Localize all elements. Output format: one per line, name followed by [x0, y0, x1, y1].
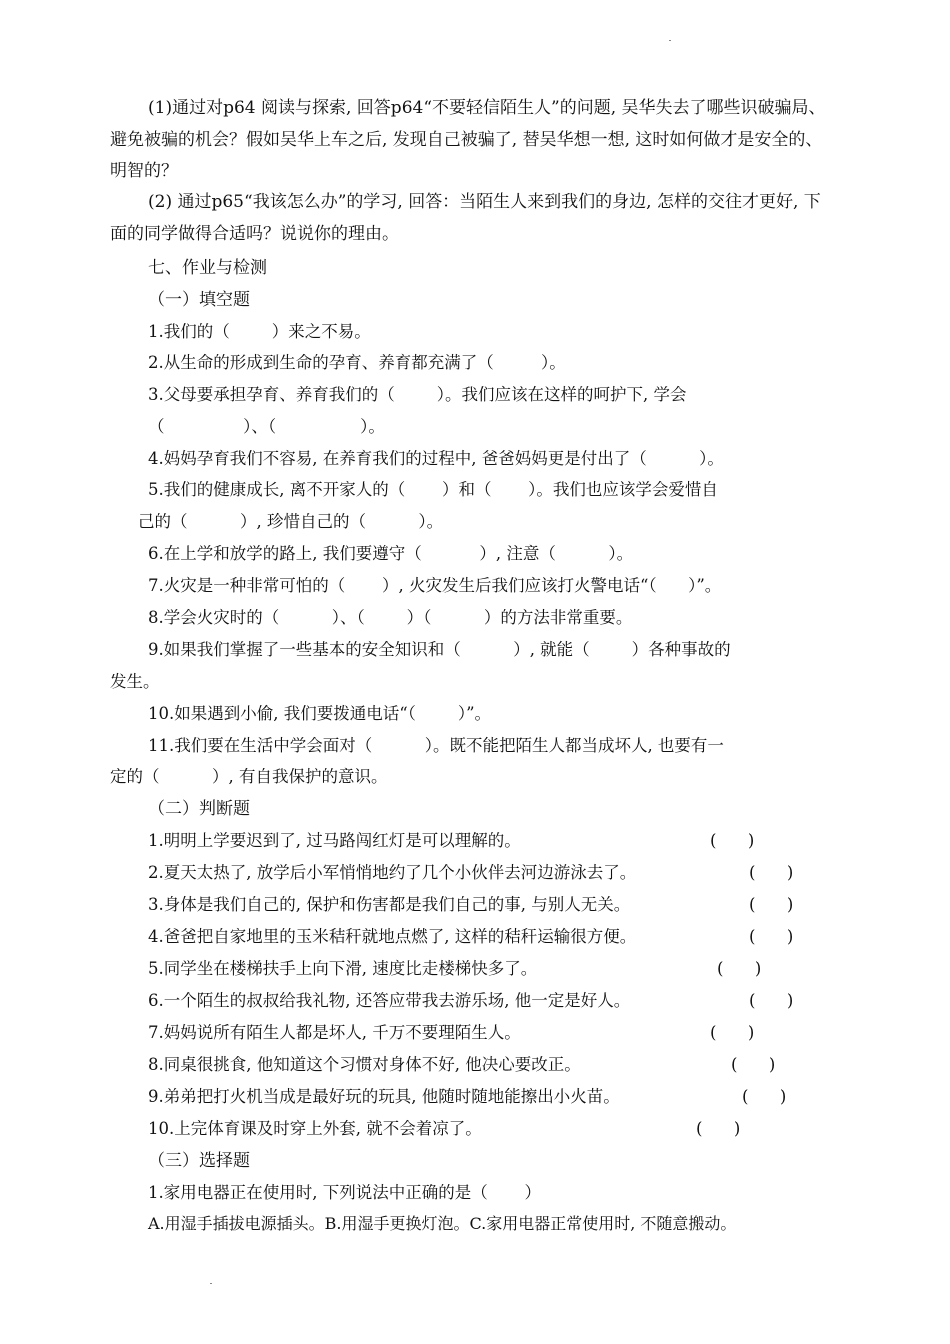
fill-blank-item-continued: 定的（ ）, 有自我保护的意识。	[110, 767, 388, 786]
answer-parentheses: ( )	[749, 863, 794, 882]
judgment-item: 6.一个陌生的叔叔给我礼物, 还答应带我去游乐场, 他一定是好人。	[148, 991, 631, 1010]
judgment-item: 7.妈妈说所有陌生人都是坏人, 千万不要理陌生人。	[148, 1023, 521, 1042]
fill-blank-item: 11.我们要在生活中学会面对（ ）。既不能把陌生人都当成坏人, 也要有一	[148, 736, 724, 755]
fill-blank-item: 9.如果我们掌握了一些基本的安全知识和（ ）, 就能（ ）各种事故的	[148, 640, 731, 659]
judgment-item: 3.身体是我们自己的, 保护和伤害都是我们自己的事, 与别人无关。	[148, 895, 631, 914]
answer-parentheses: ( )	[696, 1119, 741, 1138]
answer-parentheses: ( )	[749, 927, 794, 946]
answer-parentheses: ( )	[710, 831, 755, 850]
judgment-item: 4.爸爸把自家地里的玉米秸秆就地点燃了, 这样的秸秆运输很方便。	[148, 927, 637, 946]
fill-blank-item-continued: （ ）、（ ）。	[148, 417, 385, 436]
answer-parentheses: ( )	[749, 991, 794, 1010]
answer-parentheses: ( )	[742, 1087, 787, 1106]
answer-parentheses: ( )	[749, 895, 794, 914]
answer-parentheses: ( )	[717, 959, 762, 978]
judgment-item: 5.同学坐在楼梯扶手上向下滑, 速度比走楼梯快多了。	[148, 959, 538, 978]
discussion-question-2: (2) 通过p65“我该怎么办”的学习, 回答：当陌生人来到我们的身边, 怎样的交往才更好, 下面的同学做得合适吗？说说你的理由。	[110, 192, 821, 244]
section-title: 七、作业与检测	[148, 258, 267, 278]
fill-blank-item-continued: 己的（ ）, 珍惜自己的（ ）。	[138, 512, 444, 531]
fill-blank-item: 1.我们的（ ）来之不易。	[148, 322, 371, 341]
choice-options: A.用湿手插拔电源插头。B.用湿手更换灯泡。C.家用电器正常使用时, 不随意搬动。	[148, 1214, 737, 1233]
fill-blank-item-continued: 发生。	[110, 672, 160, 691]
judgment-heading: （二）判断题	[148, 799, 250, 819]
judgment-item: 2.夏天太热了, 放学后小军悄悄地约了几个小伙伴去河边游泳去了。	[148, 863, 637, 882]
choice-heading: （三）选择题	[148, 1151, 250, 1171]
fill-blank-item: 8.学会火灾时的（ ）、（ ）（ ）的方法非常重要。	[148, 608, 633, 627]
judgment-item: 10.上完体育课及时穿上外套, 就不会着凉了。	[148, 1119, 482, 1138]
discussion-question-1: (1)通过对p64 阅读与探索, 回答p64“不要轻信陌生人”的问题, 吴华失去了哪些识破骗局、避免被骗的机会？假如吴华上车之后, 发现自己被骗了, 替吴华想一想, 这时如何做才是安全的、明智的？	[110, 98, 826, 181]
judgment-item: 8.同桌很挑食, 他知道这个习惯对身体不好, 他决心要改正。	[148, 1055, 581, 1074]
fill-blank-item: 7.火灾是一种非常可怕的（ ）, 火灾发生后我们应该打火警电话“（ ）”。	[148, 576, 722, 595]
fill-blank-item: 3.父母要承担孕育、养育我们的（ ）。我们应该在这样的呵护下, 学会	[148, 385, 687, 404]
choice-question: 1.家用电器正在使用时, 下列说法中正确的是（ ）	[148, 1183, 541, 1202]
judgment-item: 9.弟弟把打火机当成是最好玩的玩具, 他随时随地能擦出小火苗。	[148, 1087, 620, 1106]
fill-blank-item: 6.在上学和放学的路上, 我们要遵守（ ）, 注意（ ）。	[148, 544, 634, 563]
fill-blank-item: 10.如果遇到小偷, 我们要拨通电话“（ ）”。	[148, 704, 492, 723]
fill-blank-heading: （一）填空题	[148, 290, 250, 310]
answer-parentheses: ( )	[710, 1023, 755, 1042]
judgment-item: 1.明明上学要迟到了, 过马路闯红灯是可以理解的。	[148, 831, 521, 850]
corner-dot-bottom	[210, 1283, 212, 1284]
fill-blank-item: 4.妈妈孕育我们不容易, 在养育我们的过程中, 爸爸妈妈更是付出了（ ）。	[148, 449, 724, 468]
fill-blank-item: 2.从生命的形成到生命的孕育、养育都充满了（ ）。	[148, 353, 566, 372]
answer-parentheses: ( )	[731, 1055, 776, 1074]
fill-blank-item: 5.我们的健康成长, 离不开家人的（ ）和（ ）。我们也应该学会爱惜自	[148, 480, 718, 499]
corner-dot-top	[669, 40, 671, 41]
